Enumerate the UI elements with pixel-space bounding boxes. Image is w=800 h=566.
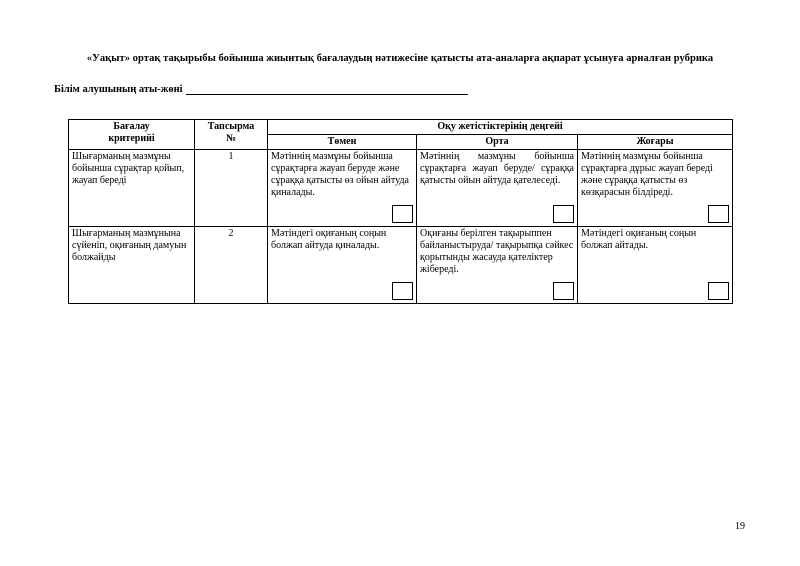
header-task	[195, 120, 268, 150]
checkbox-row2-low[interactable]	[392, 282, 413, 300]
row2-mid-cell	[417, 227, 578, 304]
header-task-line1: Тапсырма	[207, 121, 255, 132]
row1-task: 1	[195, 150, 268, 227]
row1-low-text: Мәтіннің мазмұны бойынша сұрақтарға жауап беруде және сұраққа қатысты өз ойын айтуда қиналады.	[271, 151, 409, 198]
header-criteria-line2: критерийі	[108, 133, 155, 144]
header-task-line2: №	[225, 133, 237, 144]
row2-criterion: Шығарманың мазмұнына сүйеніп, оқиғаның дамуын болжайды	[69, 227, 195, 304]
table-row	[69, 227, 733, 304]
header-levels: Оқу жетістіктерінің деңгейі	[268, 120, 733, 135]
row2-low-cell	[268, 227, 417, 304]
row2-mid-text: Оқиғаны берілген тақырыппен байланыстыруда/ тақырыпқа сәйкес қорытынды жасауда қателіктер жібереді.	[420, 228, 574, 275]
student-name-line	[54, 84, 468, 95]
checkbox-row2-high[interactable]	[708, 282, 729, 300]
checkbox-row2-mid[interactable]	[553, 282, 574, 300]
header-high: Жоғары	[578, 135, 733, 150]
checkbox-row1-high[interactable]	[708, 205, 729, 223]
rubric-table	[68, 119, 733, 304]
row1-mid-cell	[417, 150, 578, 227]
header-low: Төмен	[268, 135, 417, 150]
row1-high-text: Мәтіннің мазмұны бойынша сұрақтарға дұрыс жауап береді және сұраққа қатысты өз көзқарасын білдіреді.	[581, 151, 713, 198]
checkbox-row1-mid[interactable]	[553, 205, 574, 223]
row1-high-cell	[578, 150, 733, 227]
header-mid: Орта	[417, 135, 578, 150]
row1-mid-text: Мәтіннің мазмұны бойынша сұрақтарға жауап беруде/ сұраққа қатысты ойын айтуда қателеседі.	[420, 151, 574, 186]
header-criteria	[69, 120, 195, 150]
page-number: 19	[735, 521, 745, 532]
document-title: «Уақыт» ортақ тақырыбы бойынша жиынтық бағалаудың нәтижесіне қатысты ата-аналарға ақпарат ұсынуға арналған рубрика	[86, 53, 714, 64]
row1-criterion: Шығарманың мазмұны бойынша сұрақтар қойып, жауап береді	[69, 150, 195, 227]
row1-low-cell	[268, 150, 417, 227]
row2-task: 2	[195, 227, 268, 304]
row2-high-text: Мәтіндегі оқиғаның соңын болжап айтады.	[581, 228, 697, 251]
checkbox-row1-low[interactable]	[392, 205, 413, 223]
student-name-blank	[186, 84, 468, 95]
header-criteria-line1: Бағалау	[113, 121, 150, 132]
row2-high-cell	[578, 227, 733, 304]
student-name-label: Білім алушының аты-жөні	[54, 84, 183, 95]
table-row	[69, 150, 733, 227]
row2-low-text: Мәтіндегі оқиғаның соңын болжап айтуда қиналады.	[271, 228, 387, 251]
